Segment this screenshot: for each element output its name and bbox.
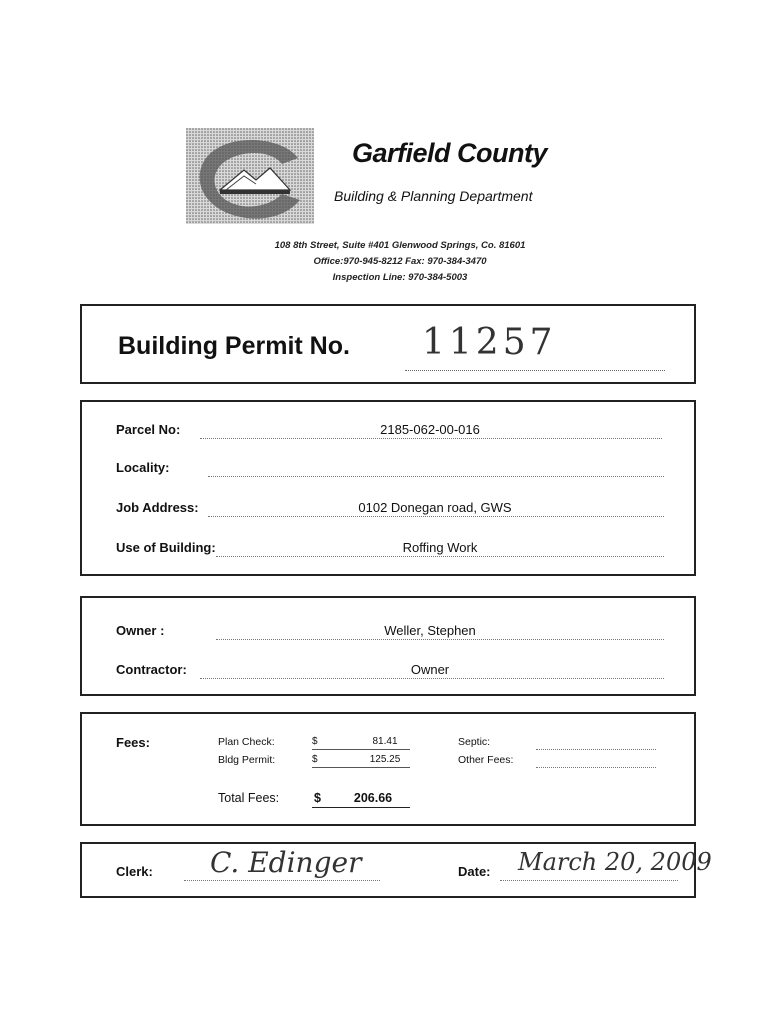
owner-line: [216, 639, 664, 640]
use-of-building-line: [216, 556, 664, 557]
use-of-building-label: Use of Building:: [116, 540, 216, 555]
plan-check-currency: $: [312, 736, 318, 747]
locality-label: Locality:: [116, 460, 170, 475]
plan-check-value: 81.41: [372, 736, 398, 747]
contractor-line: [200, 678, 664, 679]
bldg-permit-currency: $: [312, 754, 318, 765]
owner-value: Weller, Stephen: [384, 623, 476, 638]
permit-number-value: 11257: [422, 322, 557, 363]
use-of-building-value: Roffing Work: [402, 540, 478, 555]
locality-line: [208, 476, 664, 477]
total-fees-label: Total Fees:: [218, 791, 280, 805]
parcel-line: [200, 438, 662, 439]
county-name: Garfield County: [352, 138, 548, 168]
county-logo-image: [186, 128, 314, 224]
owner-label: Owner :: [116, 623, 165, 638]
other-fees-line: [536, 767, 656, 768]
other-fees-label: Other Fees:: [458, 754, 514, 766]
job-address-line: [208, 516, 664, 517]
owner-info-box: [80, 596, 696, 696]
contact-line: Office:970-945-8212 Fax: 970-384-3470: [313, 256, 487, 267]
bldg-permit-value: 125.25: [369, 754, 401, 765]
clerk-signature: C. Edinger: [210, 846, 362, 879]
date-line: [500, 880, 678, 881]
date-value: March 20, 2009: [518, 848, 712, 876]
plan-check-line: [312, 749, 410, 750]
plan-check-label: Plan Check:: [218, 736, 275, 748]
permit-number-line: [405, 370, 665, 371]
fees-label: Fees:: [116, 735, 150, 750]
job-address-label: Job Address:: [116, 500, 199, 515]
total-fees-value: 206.66: [353, 791, 393, 805]
total-fees-line: [312, 807, 410, 808]
parcel-label: Parcel No:: [116, 422, 181, 437]
clerk-line: [184, 880, 380, 881]
contractor-label: Contractor:: [116, 662, 187, 677]
clerk-label: Clerk:: [116, 864, 153, 879]
total-fees-currency: $: [314, 791, 321, 805]
contractor-value: Owner: [410, 662, 450, 677]
bldg-permit-label: Bldg Permit:: [218, 754, 276, 766]
bldg-permit-line: [312, 767, 410, 768]
date-label: Date:: [458, 864, 491, 879]
septic-label: Septic:: [458, 736, 491, 748]
inspection-line: Inspection Line: 970-384-5003: [332, 272, 468, 283]
permit-number-label: Building Permit No.: [118, 332, 350, 360]
septic-line: [536, 749, 656, 750]
address-line: 108 8th Street, Suite #401 Glenwood Springs, Co. 81601: [274, 240, 526, 251]
fees-box: [80, 712, 696, 826]
department-name: Building & Planning Department: [334, 188, 533, 204]
job-address-value: 0102 Donegan road, GWS: [358, 500, 512, 515]
parcel-value: 2185-062-00-016: [380, 422, 480, 437]
